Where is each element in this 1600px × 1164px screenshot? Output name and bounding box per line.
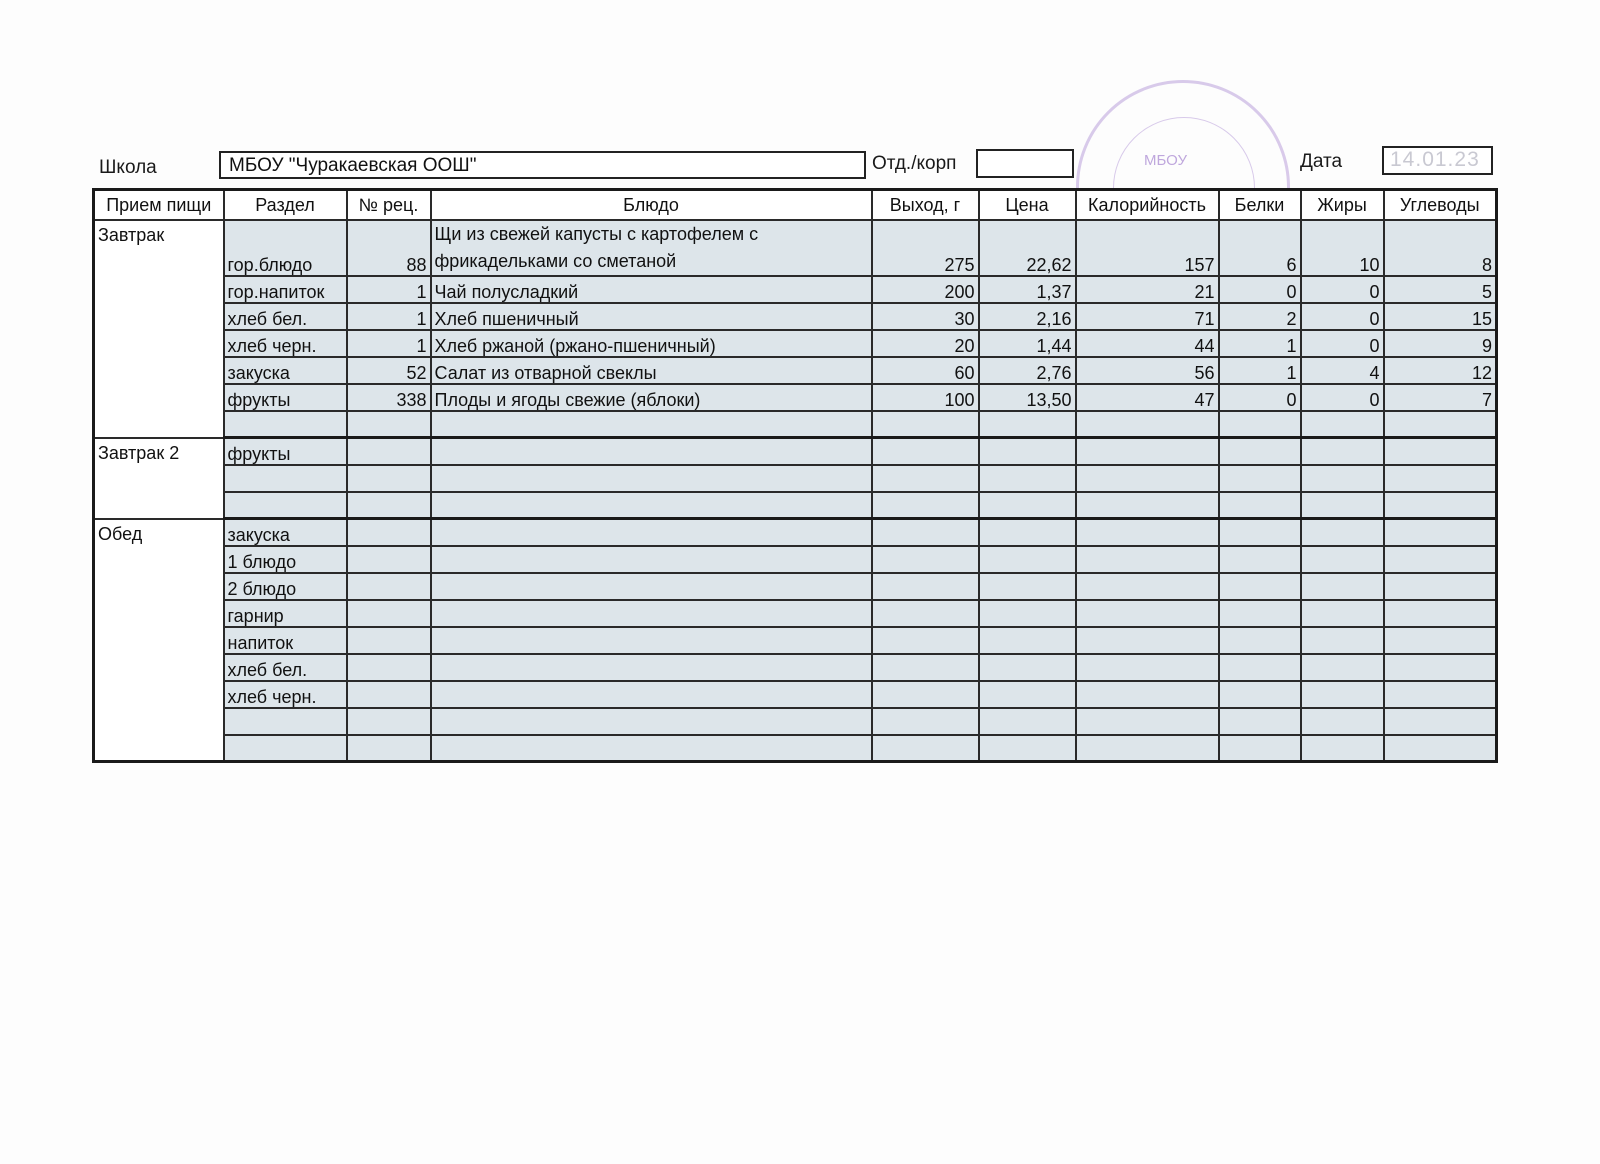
carbs-cell[interactable] xyxy=(1384,438,1497,465)
dish-cell[interactable]: Хлеб пшеничный xyxy=(431,303,872,330)
recipe-cell[interactable] xyxy=(347,600,431,627)
protein-cell[interactable] xyxy=(1219,438,1301,465)
price-cell[interactable] xyxy=(979,681,1076,708)
meal-name-cell: Завтрак xyxy=(94,220,224,438)
dept-label: Отд./корп xyxy=(872,153,957,174)
fat-cell[interactable]: 0 xyxy=(1301,330,1384,357)
price-cell[interactable] xyxy=(979,411,1076,438)
carbs-cell[interactable] xyxy=(1384,546,1497,573)
carbs-cell[interactable]: 12 xyxy=(1384,357,1497,384)
protein-cell[interactable]: 2 xyxy=(1219,303,1301,330)
kcal-cell[interactable] xyxy=(1076,573,1219,600)
kcal-cell[interactable] xyxy=(1076,438,1219,465)
protein-cell[interactable] xyxy=(1219,546,1301,573)
kcal-cell[interactable]: 47 xyxy=(1076,384,1219,411)
column-header: № рец. xyxy=(347,190,431,220)
weight-cell[interactable]: 100 xyxy=(872,384,979,411)
table-row xyxy=(94,492,1497,519)
recipe-cell[interactable] xyxy=(347,627,431,654)
table-row xyxy=(94,735,1497,762)
table-row xyxy=(94,681,1497,708)
table-row xyxy=(94,573,1497,600)
weight-cell[interactable]: 275 xyxy=(872,220,979,276)
price-cell[interactable] xyxy=(979,438,1076,465)
section-cell[interactable] xyxy=(224,708,347,735)
column-header: Раздел xyxy=(224,190,347,220)
price-cell[interactable] xyxy=(979,519,1076,546)
meal-name-cell: Завтрак 2 xyxy=(94,438,224,519)
price-cell[interactable] xyxy=(979,600,1076,627)
fat-cell[interactable] xyxy=(1301,546,1384,573)
column-header: Прием пищи xyxy=(94,190,224,220)
section-cell[interactable]: закуска xyxy=(224,357,347,384)
kcal-cell[interactable] xyxy=(1076,492,1219,519)
dish-cell[interactable] xyxy=(431,573,872,600)
carbs-cell[interactable] xyxy=(1384,573,1497,600)
carbs-cell[interactable] xyxy=(1384,600,1497,627)
section-cell[interactable]: гарнир xyxy=(224,600,347,627)
weight-cell[interactable]: 200 xyxy=(872,276,979,303)
carbs-cell[interactable] xyxy=(1384,465,1497,492)
table-row xyxy=(94,627,1497,654)
section-cell[interactable]: напиток xyxy=(224,627,347,654)
recipe-cell[interactable]: 88 xyxy=(347,220,431,276)
dish-cell[interactable] xyxy=(431,708,872,735)
kcal-cell[interactable] xyxy=(1076,627,1219,654)
price-cell[interactable] xyxy=(979,654,1076,681)
fat-cell[interactable] xyxy=(1301,573,1384,600)
carbs-cell[interactable] xyxy=(1384,492,1497,519)
price-cell[interactable]: 1,37 xyxy=(979,276,1076,303)
protein-cell[interactable]: 1 xyxy=(1219,330,1301,357)
kcal-cell[interactable]: 71 xyxy=(1076,303,1219,330)
menu-table xyxy=(92,188,1498,763)
column-header: Углеводы xyxy=(1384,190,1497,220)
carbs-cell[interactable]: 5 xyxy=(1384,276,1497,303)
dish-cell[interactable] xyxy=(431,519,872,546)
section-cell[interactable]: 2 блюдо xyxy=(224,573,347,600)
weight-cell[interactable] xyxy=(872,654,979,681)
recipe-cell[interactable] xyxy=(347,708,431,735)
recipe-cell[interactable] xyxy=(347,573,431,600)
weight-cell[interactable] xyxy=(872,735,979,762)
protein-cell[interactable] xyxy=(1219,573,1301,600)
recipe-cell[interactable] xyxy=(347,438,431,465)
price-cell[interactable] xyxy=(979,465,1076,492)
fat-cell[interactable] xyxy=(1301,627,1384,654)
carbs-cell[interactable] xyxy=(1384,411,1497,438)
recipe-cell[interactable]: 1 xyxy=(347,276,431,303)
carbs-cell[interactable]: 8 xyxy=(1384,220,1497,276)
dish-cell[interactable] xyxy=(431,627,872,654)
kcal-cell[interactable]: 44 xyxy=(1076,330,1219,357)
protein-cell[interactable] xyxy=(1219,600,1301,627)
date-label: Дата xyxy=(1300,151,1343,172)
weight-cell[interactable] xyxy=(872,492,979,519)
kcal-cell[interactable] xyxy=(1076,546,1219,573)
column-header: Блюдо xyxy=(431,190,872,220)
table-row xyxy=(94,708,1497,735)
dish-cell[interactable]: Плоды и ягоды свежие (яблоки) xyxy=(431,384,872,411)
fat-cell[interactable] xyxy=(1301,411,1384,438)
carbs-cell[interactable] xyxy=(1384,519,1497,546)
carbs-cell[interactable] xyxy=(1384,708,1497,735)
date-field[interactable]: 14.01.23 xyxy=(1382,146,1493,175)
price-cell[interactable] xyxy=(979,735,1076,762)
table-row xyxy=(94,519,1497,546)
kcal-cell[interactable] xyxy=(1076,708,1219,735)
carbs-cell[interactable] xyxy=(1384,654,1497,681)
dish-cell[interactable] xyxy=(431,465,872,492)
carbs-cell[interactable] xyxy=(1384,681,1497,708)
table-row xyxy=(94,465,1497,492)
fat-cell[interactable]: 10 xyxy=(1301,220,1384,276)
price-cell[interactable]: 22,62 xyxy=(979,220,1076,276)
protein-cell[interactable] xyxy=(1219,492,1301,519)
dish-cell[interactable] xyxy=(431,735,872,762)
protein-cell[interactable] xyxy=(1219,654,1301,681)
section-cell[interactable] xyxy=(224,411,347,438)
carbs-cell[interactable]: 15 xyxy=(1384,303,1497,330)
kcal-cell[interactable] xyxy=(1076,735,1219,762)
stamp-text: МБОУ xyxy=(1144,152,1188,169)
weight-cell[interactable] xyxy=(872,573,979,600)
weight-cell[interactable] xyxy=(872,465,979,492)
recipe-cell[interactable] xyxy=(347,519,431,546)
carbs-cell[interactable] xyxy=(1384,735,1497,762)
price-cell[interactable]: 2,76 xyxy=(979,357,1076,384)
protein-cell[interactable] xyxy=(1219,627,1301,654)
price-cell[interactable]: 13,50 xyxy=(979,384,1076,411)
recipe-cell[interactable] xyxy=(347,492,431,519)
price-cell[interactable] xyxy=(979,546,1076,573)
fat-cell[interactable] xyxy=(1301,492,1384,519)
fat-cell[interactable]: 0 xyxy=(1301,384,1384,411)
recipe-cell[interactable] xyxy=(347,465,431,492)
dish-cell[interactable] xyxy=(431,492,872,519)
dish-cell[interactable] xyxy=(431,546,872,573)
dish-cell[interactable] xyxy=(431,411,872,438)
fat-cell[interactable] xyxy=(1301,735,1384,762)
school-label: Школа xyxy=(99,157,157,178)
table-row xyxy=(94,600,1497,627)
kcal-cell[interactable] xyxy=(1076,519,1219,546)
dish-cell[interactable]: Чай полусладкий xyxy=(431,276,872,303)
fat-cell[interactable] xyxy=(1301,438,1384,465)
price-cell[interactable] xyxy=(979,708,1076,735)
fat-cell[interactable] xyxy=(1301,654,1384,681)
weight-cell[interactable]: 60 xyxy=(872,357,979,384)
weight-cell[interactable] xyxy=(872,600,979,627)
recipe-cell[interactable]: 52 xyxy=(347,357,431,384)
table-row xyxy=(94,276,1497,303)
recipe-cell[interactable] xyxy=(347,681,431,708)
table-row xyxy=(94,654,1497,681)
section-cell[interactable]: фрукты xyxy=(224,438,347,465)
school-name-field[interactable]: МБОУ "Чуракаевская ООШ" xyxy=(219,151,866,179)
section-cell[interactable]: гор.напиток xyxy=(224,276,347,303)
kcal-cell[interactable]: 157 xyxy=(1076,220,1219,276)
protein-cell[interactable]: 0 xyxy=(1219,276,1301,303)
weight-cell[interactable] xyxy=(872,438,979,465)
fat-cell[interactable] xyxy=(1301,465,1384,492)
column-header: Выход, г xyxy=(872,190,979,220)
table-row xyxy=(94,546,1497,573)
recipe-cell[interactable] xyxy=(347,735,431,762)
protein-cell[interactable] xyxy=(1219,465,1301,492)
kcal-cell[interactable] xyxy=(1076,654,1219,681)
kcal-cell[interactable]: 56 xyxy=(1076,357,1219,384)
table-row xyxy=(94,220,1497,276)
price-cell[interactable] xyxy=(979,492,1076,519)
section-cell[interactable]: хлеб бел. xyxy=(224,303,347,330)
kcal-cell[interactable]: 21 xyxy=(1076,276,1219,303)
kcal-cell[interactable] xyxy=(1076,465,1219,492)
weight-cell[interactable]: 20 xyxy=(872,330,979,357)
section-cell[interactable]: фрукты xyxy=(224,384,347,411)
table-row xyxy=(94,330,1497,357)
recipe-cell[interactable]: 1 xyxy=(347,303,431,330)
section-cell[interactable]: хлеб бел. xyxy=(224,654,347,681)
price-cell[interactable] xyxy=(979,627,1076,654)
protein-cell[interactable] xyxy=(1219,708,1301,735)
table-row xyxy=(94,438,1497,465)
protein-cell[interactable] xyxy=(1219,735,1301,762)
section-cell[interactable]: 1 блюдо xyxy=(224,546,347,573)
carbs-cell[interactable] xyxy=(1384,627,1497,654)
dish-cell[interactable] xyxy=(431,438,872,465)
section-cell[interactable] xyxy=(224,465,347,492)
fat-cell[interactable] xyxy=(1301,600,1384,627)
price-cell[interactable] xyxy=(979,573,1076,600)
table-body xyxy=(94,220,1497,762)
dish-cell[interactable]: Щи из свежей капусты с картофелем с фрикадельками со сметаной xyxy=(431,220,872,276)
table-row xyxy=(94,357,1497,384)
price-cell[interactable]: 2,16 xyxy=(979,303,1076,330)
section-cell[interactable]: хлеб черн. xyxy=(224,681,347,708)
weight-cell[interactable] xyxy=(872,411,979,438)
protein-cell[interactable] xyxy=(1219,519,1301,546)
kcal-cell[interactable] xyxy=(1076,411,1219,438)
weight-cell[interactable] xyxy=(872,681,979,708)
kcal-cell[interactable] xyxy=(1076,600,1219,627)
carbs-cell[interactable]: 9 xyxy=(1384,330,1497,357)
section-cell[interactable] xyxy=(224,735,347,762)
column-header: Жиры xyxy=(1301,190,1384,220)
protein-cell[interactable] xyxy=(1219,411,1301,438)
dish-cell[interactable]: Хлеб ржаной (ржано-пшеничный) xyxy=(431,330,872,357)
protein-cell[interactable]: 6 xyxy=(1219,220,1301,276)
dept-field[interactable] xyxy=(976,149,1074,178)
weight-cell[interactable] xyxy=(872,519,979,546)
recipe-cell[interactable] xyxy=(347,654,431,681)
carbs-cell[interactable]: 7 xyxy=(1384,384,1497,411)
dish-cell[interactable] xyxy=(431,681,872,708)
table-row xyxy=(94,303,1497,330)
recipe-cell[interactable]: 1 xyxy=(347,330,431,357)
meal-name-cell: Обед xyxy=(94,519,224,762)
recipe-cell[interactable]: 338 xyxy=(347,384,431,411)
dish-cell[interactable]: Салат из отварной свеклы xyxy=(431,357,872,384)
fat-cell[interactable] xyxy=(1301,519,1384,546)
section-cell[interactable]: закуска xyxy=(224,519,347,546)
column-header: Цена xyxy=(979,190,1076,220)
fat-cell[interactable] xyxy=(1301,708,1384,735)
table-header-row xyxy=(94,190,1497,220)
fat-cell[interactable]: 0 xyxy=(1301,303,1384,330)
kcal-cell[interactable] xyxy=(1076,681,1219,708)
table-row xyxy=(94,384,1497,411)
section-cell[interactable] xyxy=(224,492,347,519)
recipe-cell[interactable] xyxy=(347,411,431,438)
weight-cell[interactable] xyxy=(872,627,979,654)
price-cell[interactable]: 1,44 xyxy=(979,330,1076,357)
column-header: Белки xyxy=(1219,190,1301,220)
section-cell[interactable]: гор.блюдо xyxy=(224,220,347,276)
protein-cell[interactable]: 1 xyxy=(1219,357,1301,384)
column-header: Калорийность xyxy=(1076,190,1219,220)
section-cell[interactable]: хлеб черн. xyxy=(224,330,347,357)
dish-cell[interactable] xyxy=(431,654,872,681)
protein-cell[interactable] xyxy=(1219,681,1301,708)
fat-cell[interactable] xyxy=(1301,681,1384,708)
fat-cell[interactable]: 0 xyxy=(1301,276,1384,303)
weight-cell[interactable] xyxy=(872,546,979,573)
protein-cell[interactable]: 0 xyxy=(1219,384,1301,411)
table-row xyxy=(94,411,1497,438)
dish-cell[interactable] xyxy=(431,600,872,627)
weight-cell[interactable]: 30 xyxy=(872,303,979,330)
weight-cell[interactable] xyxy=(872,708,979,735)
recipe-cell[interactable] xyxy=(347,546,431,573)
fat-cell[interactable]: 4 xyxy=(1301,357,1384,384)
